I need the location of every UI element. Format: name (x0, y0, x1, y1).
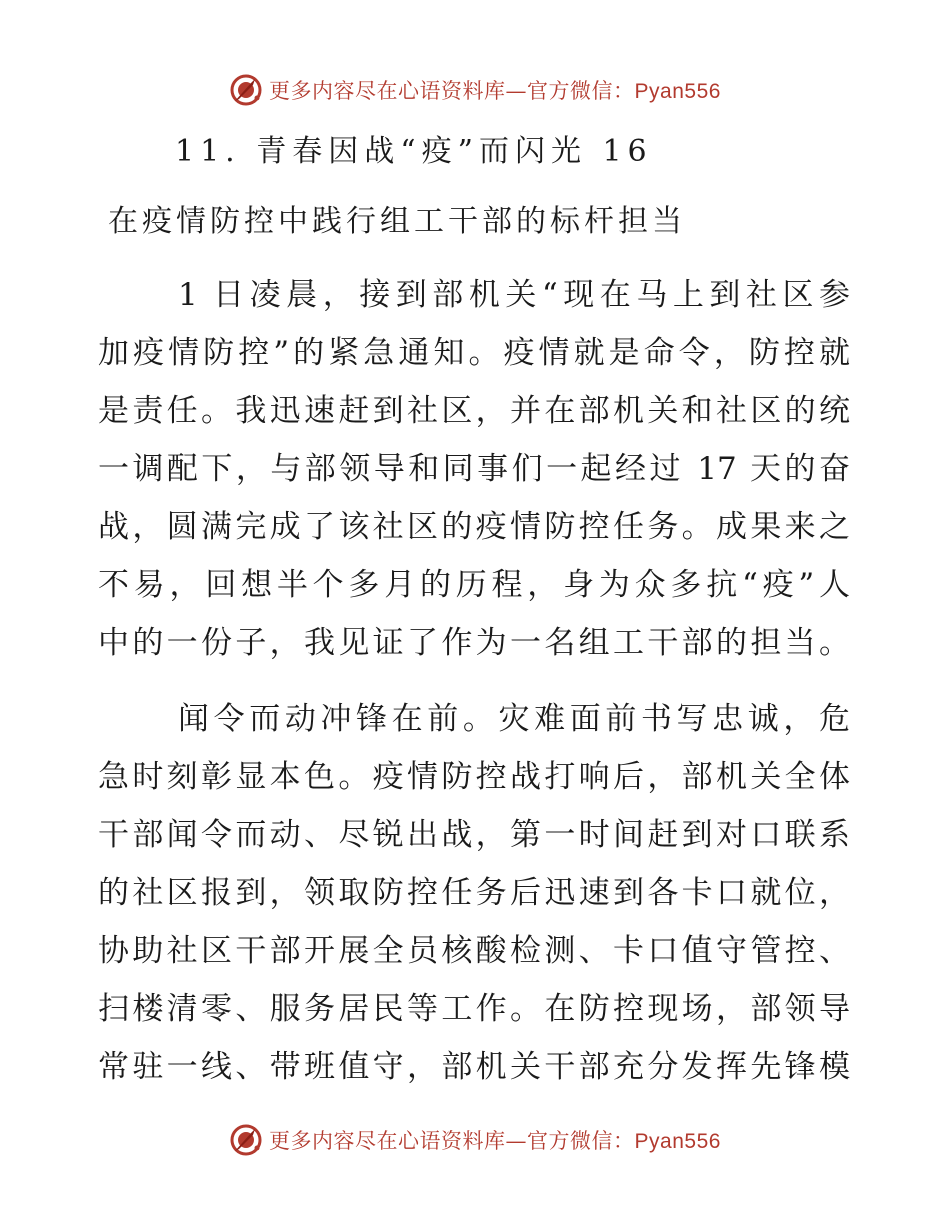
article-title: 在疫情防控中践行组工干部的标杆担当 (108, 204, 686, 239)
paragraph-line: 干部闻令而动、尽锐出战，第一时间赶到对口联系 (98, 817, 850, 853)
paragraph-line: 的社区报到，领取防控任务后迅速到各卡口就位， (98, 875, 850, 911)
banner-content (229, 73, 721, 107)
quill-seal-icon (229, 73, 263, 107)
wechat-id: Pyan556 (634, 1130, 721, 1153)
banner-text: 更多内容尽在心语资料库—官方微信：Pyan556 (269, 1129, 721, 1153)
paragraph-line: 急时刻彰显本色。疫情防控战打响后，部机关全体 (98, 759, 850, 795)
paragraph-line: 加疫情防控”的紧急通知。疫情就是命令，防控就 (98, 335, 850, 371)
paragraph-line: 1 日凌晨，接到部机关“现在马上到社区参 (178, 277, 850, 313)
paragraph-line: 是责任。我迅速赶到社区，并在部机关和社区的统 (98, 393, 850, 429)
paragraph-line: 中的一份子，我见证了作为一名组工干部的担当。 (98, 625, 850, 661)
paragraph-line: 不易，回想半个多月的历程，身为众多抗“疫”人 (98, 567, 850, 603)
banner-content (229, 1123, 721, 1157)
header-banner (0, 70, 950, 110)
paragraph-line: 闻令而动冲锋在前。灾难面前书写忠诚，危 (178, 701, 850, 737)
heading-number: 11. (175, 134, 241, 169)
wechat-id: Pyan556 (634, 80, 721, 103)
paragraph-line: 扫楼清零、服务居民等工作。在防控现场，部领导 (98, 991, 850, 1027)
heading-title: 青春因战“疫”而闪光 16 (256, 134, 653, 169)
paragraph-line: 常驻一线、带班值守，部机关干部充分发挥先锋模 (98, 1049, 850, 1085)
paragraph-line: 一调配下，与部领导和同事们一起经过 17 天的奋 (98, 451, 850, 487)
footer-banner (0, 1120, 950, 1160)
paragraph-line: 战，圆满完成了该社区的疫情防控任务。成果来之 (98, 509, 850, 545)
quill-seal-icon (229, 1123, 263, 1157)
paragraph-line: 协助社区干部开展全员核酸检测、卡口值守管控、 (98, 933, 850, 969)
section-heading (175, 126, 653, 170)
banner-text: 更多内容尽在心语资料库—官方微信：Pyan556 (269, 79, 721, 103)
